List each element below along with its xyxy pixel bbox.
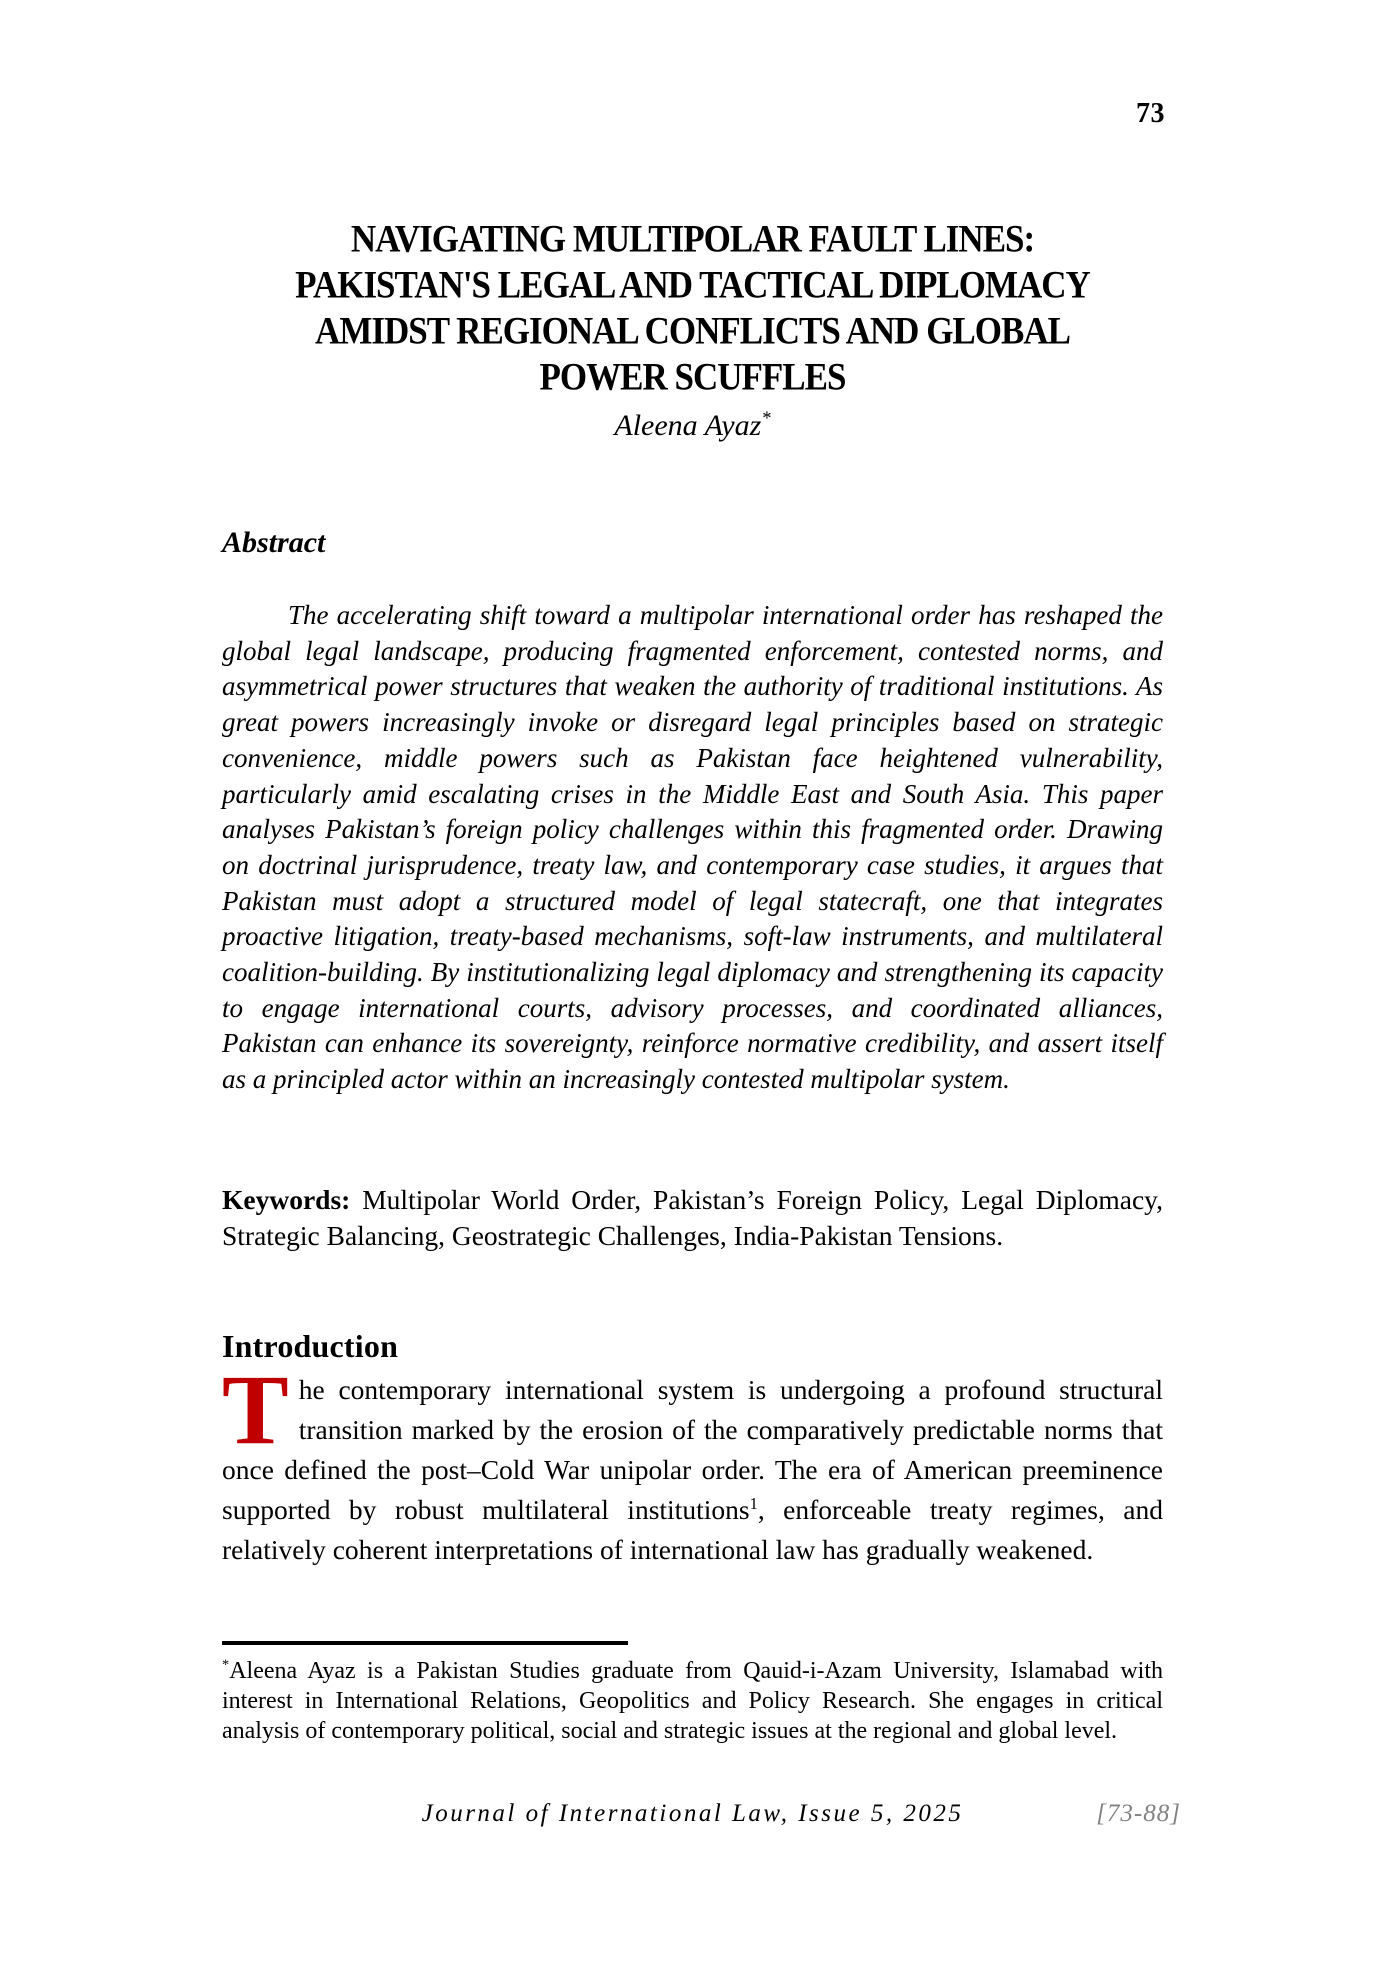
footnote-text: Aleena Ayaz is a Pakistan Studies graduate from Qauid-i-Azam University, Islamabad with interest in International Relations, Geopolitics and Policy Research. She engages in critical analysis of contemporary political, social and strategic issues at the regional and global level. [222, 1658, 1163, 1744]
title-line-4: POWER SCUFFLES [539, 354, 846, 399]
author-name: Aleena Ayaz [614, 409, 762, 442]
keywords-paragraph [222, 1182, 1163, 1254]
introduction-text-part1: he contemporary international system is undergoing a profound structural transition marked by the erosion of the comparatively predictable norms that once defined the post–Cold War unipolar order. The era of American preeminence supported by robust multilateral institutions [222, 1374, 1163, 1525]
introduction-heading: Introduction [222, 1328, 399, 1364]
introduction-text-part2: , enforceable treaty regimes, and relatively coherent interpretations of international law has gradually weakened. [222, 1494, 1163, 1565]
journal-name: Journal of International Law, Issue 5, 2025 [421, 1800, 964, 1827]
title-line-1: NAVIGATING MULTIPOLAR FAULT LINES: [350, 216, 1035, 261]
footnote-paragraph [222, 1656, 1163, 1746]
author-footnote-marker: * [761, 408, 771, 429]
title-line-3: AMIDST REGIONAL CONFLICTS AND GLOBAL [315, 308, 1070, 353]
page-number: 73 [1136, 98, 1165, 129]
page-range: [73-88] [1096, 1800, 1181, 1827]
article-header [222, 216, 1163, 400]
drop-cap-letter: T [222, 1354, 289, 1465]
author-line [222, 408, 1163, 444]
footnote-marker: * [222, 1657, 230, 1673]
page-footer [222, 1798, 1181, 1830]
footnote-separator-rule [222, 1641, 628, 1645]
introduction-paragraph [222, 1354, 1163, 1570]
keywords-list: Multipolar World Order, Pakistan’s Foreign Policy, Legal Diplomacy, Strategic Balancing, Geostrategic Challenges, India-Pakistan Tensions. [222, 1184, 1163, 1251]
abstract-text: The accelerating shift toward a multipolar international order has reshaped the global legal landscape, producing fragmented enforcement, contested norms, and asymmetrical power structures that weaken the authority of traditional institutions. As great powers increasingly invoke or disregard legal principles based on strategic convenience, middle powers such as Pakistan face heightened vulnerability, particularly amid escalating crises in the Middle East and South Asia. This paper analyses Pakistan’s foreign policy challenges within this fragmented order. Drawing on doctrinal jurisprudence, treaty law, and contemporary case studies, it argues that Pakistan must adopt a structured model of legal statecraft, one that integrates proactive litigation, treaty-based mechanisms, soft-law instruments, and multilateral coalition-building. By institutionalizing legal diplomacy and strengthening its capacity to engage international courts, advisory processes, and coordinated alliances, Pakistan can enhance its sovereignty, reinforce normative credibility, and assert itself as a principled actor within an increasingly contested multipolar system. [222, 600, 1163, 1095]
title-line-2: PAKISTAN'S LEGAL AND TACTICAL DIPLOMACY [295, 262, 1090, 307]
abstract-heading: Abstract [222, 526, 326, 559]
article-title [222, 216, 1163, 400]
footnote-reference-1: 1 [749, 1493, 758, 1513]
keywords-label: Keywords: [222, 1184, 351, 1215]
